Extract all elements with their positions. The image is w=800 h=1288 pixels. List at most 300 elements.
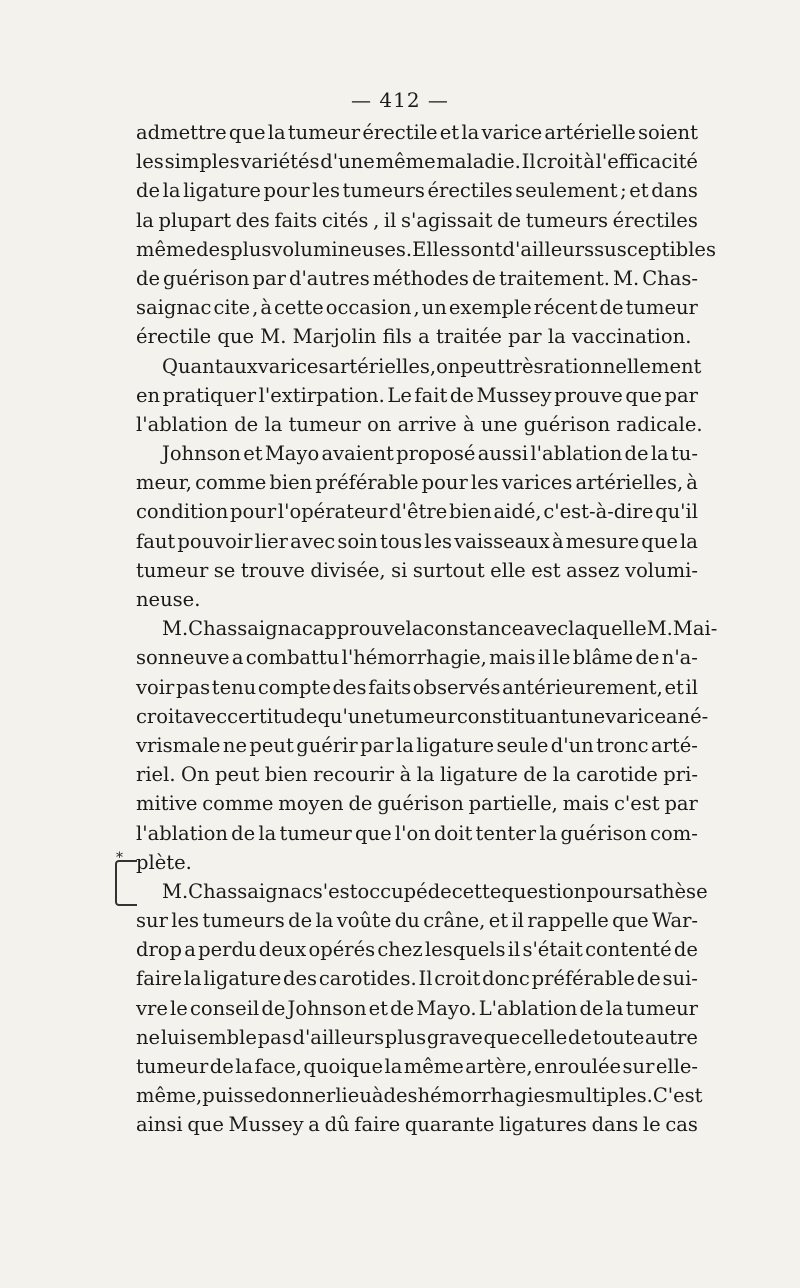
- word: antérieurement,: [502, 675, 663, 699]
- word: cette: [273, 296, 324, 320]
- text-line: [136, 1052, 698, 1081]
- word: meur,: [136, 471, 192, 495]
- word: ,: [373, 208, 380, 232]
- word: avec: [523, 617, 569, 641]
- word: voir: [136, 675, 175, 699]
- word: il: [537, 646, 551, 670]
- word: ligature: [416, 733, 495, 757]
- word: faut: [136, 529, 176, 553]
- word: on: [436, 354, 461, 378]
- word: C'est: [652, 1084, 703, 1108]
- word: cités: [321, 208, 369, 232]
- word: ligature: [183, 179, 261, 203]
- word: la: [267, 121, 286, 144]
- word: tumeur: [279, 821, 352, 845]
- word: proposé: [396, 442, 476, 466]
- word: que: [228, 121, 266, 144]
- word: le: [642, 1113, 661, 1137]
- text-line: [136, 877, 708, 906]
- body-text: [136, 118, 718, 1140]
- word: tumeurs: [202, 909, 285, 933]
- word: approuve: [312, 617, 406, 641]
- word: qu'une: [317, 704, 385, 728]
- word: la: [680, 529, 698, 553]
- word: exemple: [448, 296, 532, 320]
- word: Mayo.: [416, 996, 477, 1020]
- word: Marjolin: [292, 325, 377, 349]
- word: les: [171, 909, 200, 933]
- text-line: [136, 1081, 703, 1110]
- word: la: [315, 909, 334, 933]
- word: varice: [605, 704, 666, 728]
- word: mais: [562, 792, 610, 816]
- word: sonneuve: [136, 646, 230, 670]
- word: tumeurs: [525, 208, 609, 232]
- word: des: [196, 237, 231, 261]
- word: combattu: [245, 646, 340, 670]
- word: par: [360, 733, 394, 757]
- word: l'opérateur: [277, 500, 388, 524]
- word: tronc: [596, 733, 649, 757]
- word: l'on: [394, 821, 431, 845]
- word: vrismale: [136, 733, 221, 757]
- word: Il: [521, 150, 536, 174]
- word: mais: [489, 646, 536, 670]
- word: contenté: [585, 938, 672, 962]
- word: d'autres: [288, 266, 370, 290]
- word: quarante: [404, 1113, 495, 1137]
- word: lesquels: [424, 938, 506, 962]
- word: saignac: [136, 296, 212, 320]
- text-line: [136, 964, 698, 993]
- word: de: [579, 996, 604, 1020]
- word: ,: [252, 296, 259, 320]
- word: occasion: [325, 296, 412, 320]
- word: les: [470, 471, 499, 495]
- word: un: [421, 296, 447, 320]
- word: une: [480, 412, 518, 436]
- word: même,: [136, 1084, 203, 1108]
- word: par: [664, 383, 698, 407]
- word: dû: [324, 1113, 350, 1137]
- word: Le: [387, 383, 412, 407]
- word: à: [371, 1084, 384, 1108]
- word: s'agissait: [401, 208, 493, 232]
- word: cas: [665, 1113, 698, 1137]
- word: que: [641, 529, 678, 553]
- word: l'ablation: [530, 442, 623, 466]
- word: se: [213, 558, 236, 582]
- word: ligature: [440, 763, 518, 787]
- word: et: [439, 121, 460, 144]
- word: prouve: [554, 383, 623, 407]
- word: la: [547, 325, 566, 349]
- word: cette: [451, 879, 502, 903]
- word: ané-: [665, 704, 709, 728]
- word: mesure: [565, 529, 640, 553]
- word: varices: [257, 354, 329, 378]
- word: avec: [290, 529, 336, 553]
- word: par: [508, 325, 542, 349]
- word: pouvoir: [177, 529, 253, 553]
- word: et: [368, 996, 389, 1020]
- word: varice: [481, 121, 543, 144]
- word: de: [635, 646, 660, 670]
- word: l'ablation: [136, 821, 228, 845]
- word: a: [308, 1113, 320, 1137]
- word: sa: [632, 879, 655, 903]
- word: peut: [215, 763, 260, 787]
- word: à: [551, 529, 564, 553]
- word: plupart: [158, 208, 232, 232]
- word: la: [136, 208, 154, 232]
- text-line: [136, 1023, 698, 1052]
- word: artérielles,: [575, 471, 684, 495]
- word: ,: [413, 296, 420, 320]
- word: pour: [263, 179, 310, 203]
- word: L'ablation: [478, 996, 578, 1020]
- word: guérison: [163, 266, 250, 290]
- word: de: [471, 266, 496, 290]
- word: tumeur: [288, 412, 361, 436]
- word: des: [383, 1084, 418, 1108]
- word: de: [209, 1055, 234, 1078]
- word: la: [235, 1055, 254, 1078]
- word: varices: [501, 471, 573, 495]
- word: la: [416, 763, 435, 787]
- text-line: [136, 614, 718, 643]
- word: War-: [652, 909, 698, 933]
- word: érectile: [136, 325, 212, 349]
- margin-star-icon: *: [116, 850, 123, 866]
- word: ne: [222, 733, 247, 757]
- word: comme: [195, 471, 267, 495]
- word: arrive: [397, 412, 457, 436]
- word: donc: [482, 967, 530, 991]
- word: tumeur: [625, 296, 698, 320]
- word: par: [252, 266, 286, 290]
- word: aux: [222, 354, 258, 378]
- word: donner: [265, 1084, 336, 1108]
- word: il: [507, 938, 521, 962]
- word: la: [395, 733, 414, 757]
- word: Chassaignac: [188, 879, 313, 903]
- word: de: [136, 179, 161, 203]
- word: pas: [175, 675, 211, 699]
- text-line: [136, 994, 698, 1023]
- page-number: — 412 —: [351, 88, 449, 112]
- word: si: [391, 558, 408, 582]
- word: pour: [586, 879, 633, 903]
- word: le: [552, 646, 571, 670]
- word: de: [673, 938, 698, 962]
- text-line: [136, 352, 702, 381]
- word: faits: [368, 675, 412, 699]
- text-line: [136, 731, 698, 760]
- word: pour: [230, 500, 277, 524]
- word: artérielle: [544, 121, 636, 144]
- word: une: [568, 704, 606, 728]
- margin-bracket-icon: [115, 860, 137, 906]
- word: tumeur: [136, 558, 209, 582]
- word: constance: [423, 617, 524, 641]
- text-line: [136, 439, 698, 468]
- word: croit: [434, 967, 481, 991]
- word: l'ablation: [136, 412, 228, 436]
- word: que: [483, 1025, 521, 1049]
- word: que: [187, 1113, 224, 1137]
- text-line: [136, 147, 698, 176]
- word: M.: [646, 617, 673, 641]
- word: blâme: [572, 646, 634, 670]
- word: des: [332, 675, 367, 699]
- word: la: [605, 996, 624, 1020]
- word: les: [312, 179, 340, 203]
- word: d'ailleurs: [502, 237, 595, 261]
- word: tenu: [211, 675, 257, 699]
- word: plus: [230, 237, 272, 261]
- word: de: [348, 792, 373, 816]
- word: la: [384, 1055, 403, 1078]
- word: que: [625, 383, 662, 407]
- word: soin: [337, 529, 378, 553]
- text-line: [136, 206, 698, 235]
- word: observés: [412, 675, 501, 699]
- text-line: [136, 322, 698, 351]
- word: vaccination.: [571, 325, 692, 349]
- word: n'a-: [661, 646, 698, 670]
- word: sont: [460, 237, 503, 261]
- word: Quant: [162, 354, 223, 378]
- word: guérison: [377, 792, 464, 816]
- word: pour: [421, 471, 468, 495]
- word: préférable: [531, 967, 635, 991]
- word: compte: [257, 675, 331, 699]
- word: thèse: [654, 879, 708, 903]
- word: riel.: [136, 763, 176, 787]
- word: d'un: [550, 733, 594, 757]
- text-line: [136, 935, 698, 964]
- word: la: [183, 967, 202, 991]
- word: perdu: [198, 938, 257, 962]
- word: à: [399, 763, 412, 787]
- word: seule: [496, 733, 549, 757]
- word: partielle,: [468, 792, 558, 816]
- word: guérir: [296, 733, 358, 757]
- word: tumeur: [625, 996, 698, 1020]
- word: à: [260, 296, 272, 320]
- word: M.: [260, 325, 287, 349]
- word: divisée,: [310, 558, 386, 582]
- word: com-: [650, 821, 698, 845]
- word: que: [217, 325, 255, 349]
- word: sur: [622, 1055, 655, 1078]
- word: pri-: [663, 763, 698, 787]
- word: ligature: [203, 967, 282, 991]
- word: la: [264, 412, 283, 436]
- word: lieu: [335, 1084, 372, 1108]
- word: la: [552, 763, 571, 787]
- word: sur: [136, 909, 168, 933]
- word: enroulée: [534, 1055, 622, 1078]
- word: opérés: [308, 938, 376, 962]
- word: hémorrhagies: [417, 1084, 555, 1108]
- word: volumi-: [625, 558, 698, 582]
- word: toute: [592, 1025, 645, 1049]
- word: assez: [566, 558, 620, 582]
- word: plus: [384, 1025, 427, 1049]
- word: artérielles,: [328, 354, 437, 378]
- word: semble: [186, 1025, 257, 1049]
- word: et: [664, 675, 684, 699]
- word: d'être: [389, 500, 448, 524]
- word: arté-: [650, 733, 698, 757]
- word: carotide: [576, 763, 658, 787]
- word: Elles: [412, 237, 461, 261]
- text-line: [136, 556, 698, 585]
- word: à: [583, 150, 595, 174]
- word: simples: [164, 150, 240, 174]
- word: il: [383, 208, 397, 232]
- word: érectiles: [612, 208, 698, 232]
- word: de: [624, 442, 649, 466]
- word: l'efficacité: [595, 150, 698, 174]
- word: ne: [136, 1025, 161, 1049]
- text-line: [136, 235, 716, 264]
- word: face,: [254, 1055, 302, 1078]
- word: de: [427, 879, 452, 903]
- word: la: [405, 617, 424, 641]
- word: érectiles: [427, 179, 513, 203]
- word: surtout: [412, 558, 485, 582]
- word: a: [418, 325, 430, 349]
- word: artère,: [465, 1055, 533, 1078]
- word: tenter: [475, 821, 537, 845]
- text-line: [136, 760, 698, 789]
- word: grave: [426, 1025, 483, 1049]
- word: tumeur: [384, 704, 457, 728]
- word: plète.: [136, 850, 192, 874]
- word: la: [258, 821, 277, 845]
- word: la: [650, 442, 669, 466]
- word: guérison: [523, 412, 611, 436]
- word: voûte: [336, 909, 392, 933]
- word: il: [511, 909, 524, 933]
- word: comme: [202, 792, 274, 816]
- word: a: [184, 938, 196, 962]
- word: de: [523, 763, 548, 787]
- word: ;: [620, 179, 627, 203]
- word: rationnellement: [543, 354, 702, 378]
- word: l'hémorrhagie,: [341, 646, 487, 670]
- word: tous: [379, 529, 423, 553]
- word: avec: [182, 704, 228, 728]
- word: carotides.: [318, 967, 417, 991]
- word: d'ailleurs: [292, 1025, 385, 1049]
- word: et: [488, 909, 509, 933]
- word: de: [449, 383, 474, 407]
- word: peut: [460, 354, 505, 378]
- word: sui-: [662, 967, 698, 991]
- word: pratiquer: [162, 383, 257, 407]
- word: susceptibles: [594, 237, 716, 261]
- word: tumeur: [136, 1055, 209, 1078]
- word: drop: [136, 938, 183, 962]
- word: Johnson: [162, 442, 241, 466]
- word: c'est-à-dire: [543, 500, 654, 524]
- word: conseil: [189, 996, 260, 1020]
- word: traitement.: [498, 266, 611, 290]
- text-line: [136, 118, 698, 147]
- word: récent: [533, 296, 598, 320]
- word: de: [261, 996, 286, 1020]
- word: de: [636, 967, 661, 991]
- word: tu-: [670, 442, 698, 466]
- word: des: [283, 967, 318, 991]
- word: doit: [433, 821, 473, 845]
- word: neuse.: [136, 588, 201, 611]
- word: le: [170, 996, 188, 1020]
- word: on: [367, 412, 392, 436]
- word: Mai-: [672, 617, 718, 641]
- word: celle: [520, 1025, 568, 1049]
- word: de: [497, 208, 522, 232]
- text-line: [136, 293, 698, 322]
- word: par: [664, 792, 698, 816]
- word: Il: [418, 967, 433, 991]
- word: moyen: [278, 792, 344, 816]
- word: pas: [257, 1025, 292, 1049]
- text-line: [136, 410, 703, 439]
- word: lui: [160, 1025, 186, 1049]
- word: bien: [448, 500, 492, 524]
- word: tumeurs: [342, 179, 425, 203]
- word: Mayo: [264, 442, 320, 466]
- word: même: [403, 1055, 464, 1078]
- word: que: [355, 821, 392, 845]
- word: s'est: [312, 879, 358, 903]
- word: très: [504, 354, 544, 378]
- word: fait: [414, 383, 448, 407]
- word: lier: [254, 529, 288, 553]
- word: fils: [382, 325, 412, 349]
- word: question: [501, 879, 587, 903]
- text-line: [136, 585, 698, 614]
- word: bien: [264, 763, 308, 787]
- word: condition: [136, 500, 229, 524]
- word: méthodes: [372, 266, 469, 290]
- word: recourir: [313, 763, 395, 787]
- word: les: [424, 529, 453, 553]
- word: puisse: [202, 1084, 266, 1108]
- word: a: [231, 646, 244, 670]
- text-line: [136, 789, 698, 818]
- word: maladie.: [436, 150, 521, 174]
- word: Mussey: [476, 383, 552, 407]
- word: ainsi: [136, 1113, 183, 1137]
- word: avaient: [321, 442, 394, 466]
- word: la: [539, 821, 558, 845]
- word: aidé,: [493, 500, 542, 524]
- word: croit: [136, 704, 183, 728]
- text-line: [136, 702, 709, 731]
- word: c'est: [613, 792, 660, 816]
- word: même: [375, 150, 436, 174]
- word: faire: [354, 1113, 401, 1137]
- word: traitée: [435, 325, 502, 349]
- word: Chassaignac: [188, 617, 313, 641]
- word: aussi: [477, 442, 529, 466]
